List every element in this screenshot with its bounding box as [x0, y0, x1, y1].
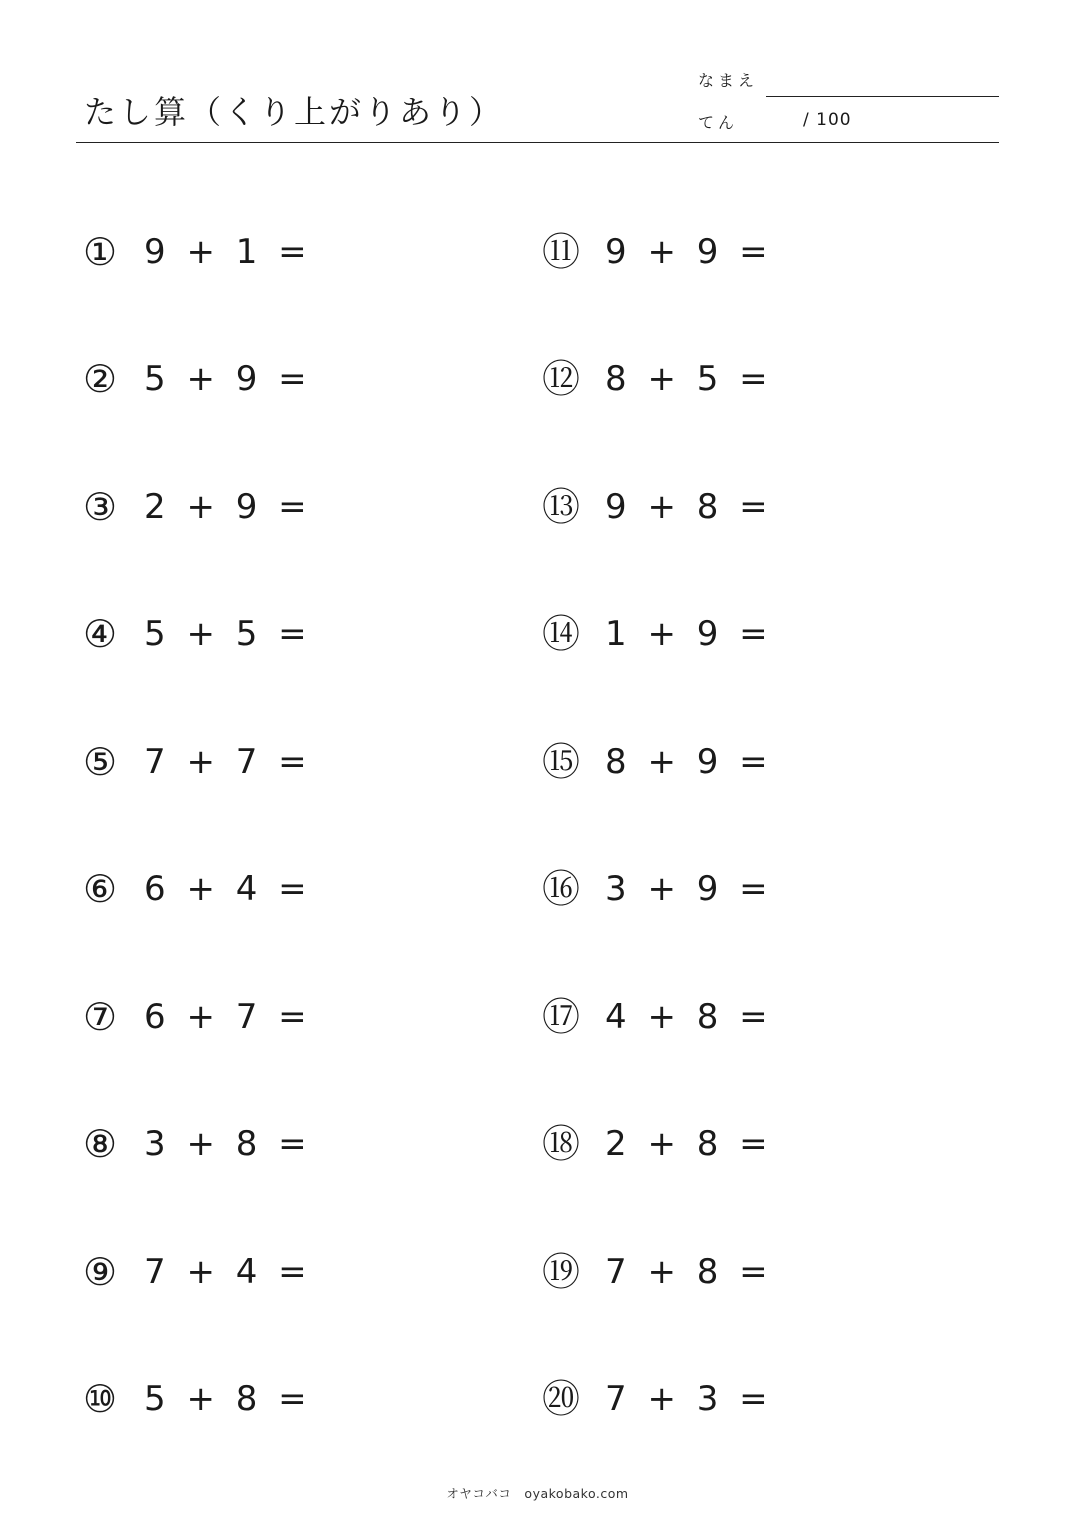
problem-number: ⑱ [541, 1122, 580, 1166]
problem-item [80, 867, 309, 911]
problem-item [541, 357, 770, 401]
problem-number: ⑪ [541, 230, 580, 274]
problem-expression: 9 + 8 = [605, 487, 770, 527]
page-title: たし算（くり上がりあり） [84, 93, 505, 132]
footer-credit: オヤコバコ oyakobako.com [446, 1486, 629, 1501]
problem-item [541, 1122, 770, 1166]
problem-expression: 1 + 9 = [605, 614, 770, 654]
name-label: なまえ [698, 71, 759, 90]
problem-expression: 5 + 9 = [144, 359, 309, 399]
problem-item [80, 357, 309, 401]
problem-number: ⑮ [541, 740, 580, 784]
problem-expression: 3 + 9 = [605, 869, 770, 909]
problem-expression: 2 + 8 = [605, 1124, 770, 1164]
problem-expression: 9 + 1 = [144, 232, 309, 272]
score-max: / 100 [803, 110, 852, 130]
problem-item [80, 740, 309, 784]
problem-number: ⑯ [541, 867, 580, 911]
problem-item [541, 230, 770, 274]
problem-expression: 8 + 5 = [605, 359, 770, 399]
problem-expression: 6 + 4 = [144, 869, 309, 909]
problem-number: ⑲ [541, 1250, 580, 1294]
problem-expression: 4 + 8 = [605, 997, 770, 1037]
problem-item [541, 1250, 770, 1294]
problem-number: ⑫ [541, 357, 580, 401]
problem-number: ⑥ [82, 867, 118, 911]
problem-number: ⑧ [82, 1122, 118, 1166]
problem-item [80, 1250, 309, 1294]
problem-item [541, 485, 770, 529]
problem-number: ⑤ [82, 740, 118, 784]
problem-expression: 5 + 8 = [144, 1379, 309, 1419]
problem-number: ⑭ [541, 612, 580, 656]
problem-item [541, 740, 770, 784]
problem-expression: 6 + 7 = [144, 997, 309, 1037]
problem-item [80, 230, 309, 274]
problem-expression: 7 + 8 = [605, 1252, 770, 1292]
name-write-line [766, 96, 999, 97]
problem-item [541, 867, 770, 911]
problem-item [80, 612, 309, 656]
problem-expression: 5 + 5 = [144, 614, 309, 654]
problem-expression: 9 + 9 = [605, 232, 770, 272]
problem-number: ③ [82, 485, 118, 529]
problem-expression: 7 + 4 = [144, 1252, 309, 1292]
problem-expression: 3 + 8 = [144, 1124, 309, 1164]
problem-number: ⑨ [82, 1250, 118, 1294]
header-divider [76, 142, 999, 143]
problem-expression: 7 + 3 = [605, 1379, 770, 1419]
problem-number: ⑳ [541, 1377, 580, 1421]
problem-number: ⑰ [541, 995, 580, 1039]
problem-item [80, 1122, 309, 1166]
problem-item [541, 1377, 770, 1421]
problem-item [541, 612, 770, 656]
problem-number: ⑩ [82, 1377, 118, 1421]
problem-number: ① [82, 230, 118, 274]
problem-item [80, 995, 309, 1039]
problem-item [80, 485, 309, 529]
problem-number: ② [82, 357, 118, 401]
problem-expression: 8 + 9 = [605, 742, 770, 782]
problem-expression: 2 + 9 = [144, 487, 309, 527]
problem-number: ⑬ [541, 485, 580, 529]
problem-item [541, 995, 770, 1039]
problem-item [80, 1377, 309, 1421]
problem-number: ⑦ [82, 995, 118, 1039]
score-label: てん [698, 113, 739, 132]
problem-number: ④ [82, 612, 118, 656]
problem-expression: 7 + 7 = [144, 742, 309, 782]
